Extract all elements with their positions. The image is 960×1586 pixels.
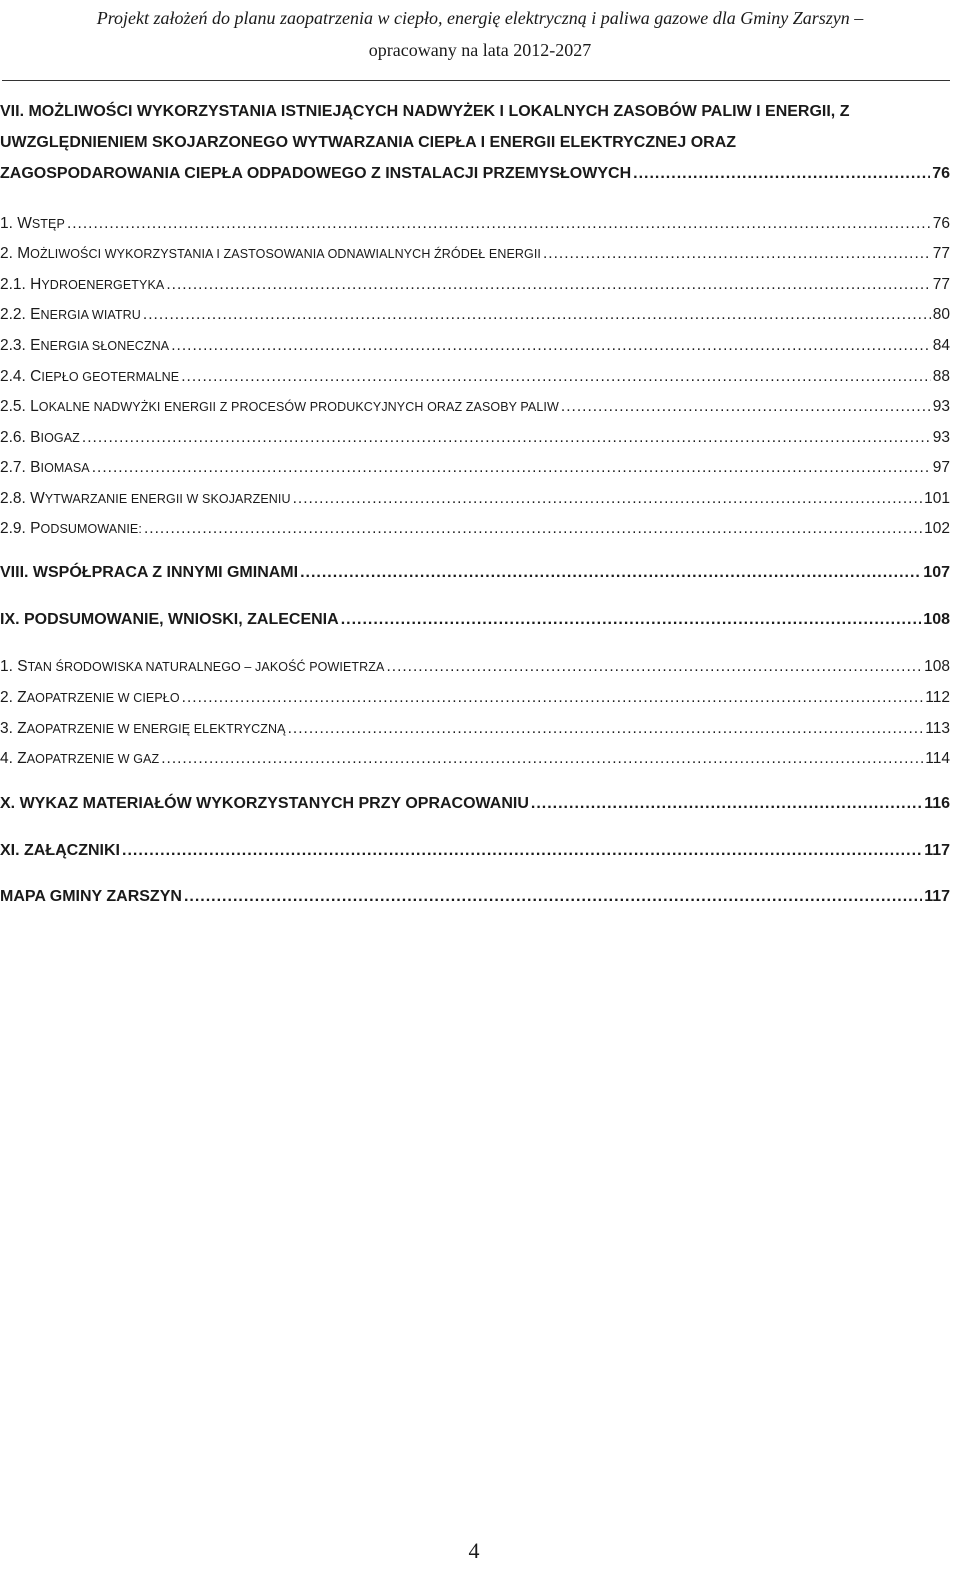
toc-entry[interactable]	[0, 490, 950, 508]
toc-chapter-11[interactable]	[0, 842, 950, 860]
toc-leader	[122, 842, 922, 860]
toc-page-number: 108	[923, 611, 950, 628]
toc-chapter-title: IX. PODSUMOWANIE, WNIOSKI, ZALECENIA	[0, 611, 339, 628]
toc-entry-title: 2.5. LOKALNE NADWYŻKI ENERGII Z PROCESÓW PRODUKCYJNYCH ORAZ ZASOBY PALIW	[0, 398, 559, 415]
toc-chapter-7-line-2: UWZGLĘDNIENIEM SKOJARZONEGO WYTWARZANIA CIEPŁA I ENERGII ELEKTRYCZNEJ ORAZ	[0, 134, 737, 151]
toc-leader	[171, 337, 931, 355]
toc-chapter-7-title-end: ZAGOSPODAROWANIA CIEPŁA ODPADOWEGO Z INSTALACJI PRZEMYSŁOWYCH	[0, 165, 632, 182]
toc-page-number: 80	[932, 306, 950, 323]
toc-page-number: 88	[932, 368, 950, 385]
toc-map[interactable]	[0, 888, 950, 906]
toc-entry-title: 2.8. WYTWARZANIE ENERGII W SKOJARZENIU	[0, 490, 291, 507]
toc-leader	[543, 245, 931, 263]
toc-page-number: 114	[925, 750, 950, 767]
header-subtitle: opracowany na lata 2012-2027	[368, 40, 592, 60]
toc-page-number: 77	[932, 245, 950, 262]
toc-entry[interactable]	[0, 398, 950, 416]
toc-leader	[531, 795, 922, 813]
toc-entry[interactable]	[0, 215, 950, 233]
page-number: 4	[468, 1538, 480, 1563]
toc-page-number: 102	[924, 520, 950, 537]
toc-entry[interactable]	[0, 337, 950, 355]
toc-entry[interactable]	[0, 306, 950, 324]
toc-entry-title: 2.7. BIOMASA	[0, 459, 90, 476]
toc-chapter-7-line-3	[0, 158, 950, 189]
toc-page-number: 97	[932, 459, 950, 476]
toc-entry[interactable]	[0, 658, 950, 676]
toc-entry-title: 2. MOŻLIWOŚCI WYKORZYSTANIA I ZASTOSOWANIA ODNAWIALNYCH ŹRÓDEŁ ENERGII	[0, 245, 541, 262]
toc-leader	[341, 611, 922, 629]
toc-entry-title: 2.3. ENERGIA SŁONECZNA	[0, 337, 170, 354]
toc-leader	[161, 750, 923, 768]
toc-page-number: 77	[932, 276, 950, 293]
toc-leader	[182, 689, 924, 707]
toc-leader	[92, 459, 931, 477]
toc-chapter-9[interactable]	[0, 611, 950, 629]
toc-chapter-10[interactable]	[0, 795, 950, 813]
toc-leader	[82, 429, 931, 447]
toc-page-number: 108	[924, 658, 950, 675]
toc-leader	[561, 398, 931, 416]
toc-page-number: 112	[925, 689, 950, 706]
toc-entry[interactable]	[0, 276, 950, 294]
header-title: Projekt założeń do planu zaopatrzenia w ciepło, energię elektryczną i paliwa gazowe dla Gminy Zarszyn –	[96, 8, 864, 28]
toc-page-number: 113	[925, 720, 950, 737]
toc-entry-title: 2.6. BIOGAZ	[0, 429, 80, 446]
toc-entry[interactable]	[0, 520, 950, 538]
toc-entry[interactable]	[0, 689, 950, 707]
toc-entry-title: 1. STAN ŚRODOWISKA NATURALNEGO – JAKOŚĆ POWIETRZA	[0, 658, 385, 675]
toc-leader	[67, 215, 931, 233]
toc-chapter-7[interactable]	[0, 96, 950, 189]
toc-entry-title: 2. ZAOPATRZENIE W CIEPŁO	[0, 689, 180, 706]
page-header	[0, 0, 960, 66]
toc-entry[interactable]	[0, 459, 950, 477]
toc-chapter-8[interactable]	[0, 564, 950, 582]
toc-entry[interactable]	[0, 245, 950, 263]
toc-entry-title: 3. ZAOPATRZENIE W ENERGIĘ ELEKTRYCZNĄ	[0, 720, 286, 737]
toc-entry-title: 2.4. CIEPŁO GEOTERMALNE	[0, 368, 180, 385]
toc-entry-title: 4. ZAOPATRZENIE W GAZ	[0, 750, 160, 767]
toc-chapter-7-line-1: VII. MOŻLIWOŚCI WYKORZYSTANIA ISTNIEJĄCYCH NADWYŻEK I LOKALNYCH ZASOBÓW PALIW I ENERGII, Z	[0, 103, 850, 120]
toc-page-number: 93	[932, 429, 950, 446]
toc-chapter-title: X. WYKAZ MATERIAŁÓW WYKORZYSTANYCH PRZY OPRACOWANIU	[0, 795, 529, 812]
toc-page-number: 76	[932, 215, 950, 232]
toc-page-number: 116	[924, 795, 950, 812]
toc-page-number: 84	[932, 337, 950, 354]
toc-leader	[143, 306, 931, 324]
toc-entry-title: 1. WSTĘP	[0, 215, 65, 232]
toc-page-number: 76	[932, 165, 950, 182]
toc-page-number: 117	[924, 842, 950, 859]
toc-chapter-title: XI. ZAŁĄCZNIKI	[0, 842, 120, 859]
toc-page-number: 117	[924, 888, 950, 905]
toc-entry-title: 2.2. ENERGIA WIATRU	[0, 306, 141, 323]
toc-page-number: 101	[924, 490, 950, 507]
toc-entry[interactable]	[0, 429, 950, 447]
toc-leader	[166, 276, 930, 294]
toc-entry[interactable]	[0, 750, 950, 768]
toc-entry[interactable]	[0, 368, 950, 386]
toc-leader	[293, 490, 923, 508]
toc-leader	[181, 368, 931, 386]
toc-leader	[144, 520, 922, 538]
toc-page-number: 93	[932, 398, 950, 415]
toc-leader	[386, 658, 922, 676]
toc-leader	[633, 158, 930, 189]
toc-chapter-title: MAPA GMINY ZARSZYN	[0, 888, 182, 905]
toc-leader	[300, 564, 921, 582]
header-divider	[2, 80, 950, 81]
toc-entry-title: 2.1. HYDROENERGETYKA	[0, 276, 165, 293]
toc-leader	[184, 888, 922, 906]
toc-entry-title: 2.9. PODSUMOWANIE:	[0, 520, 142, 537]
toc-page-number: 107	[923, 564, 950, 581]
toc-entry[interactable]	[0, 720, 950, 738]
toc-chapter-title: VIII. WSPÓŁPRACA Z INNYMI GMINAMI	[0, 564, 299, 581]
toc-leader	[288, 720, 924, 738]
